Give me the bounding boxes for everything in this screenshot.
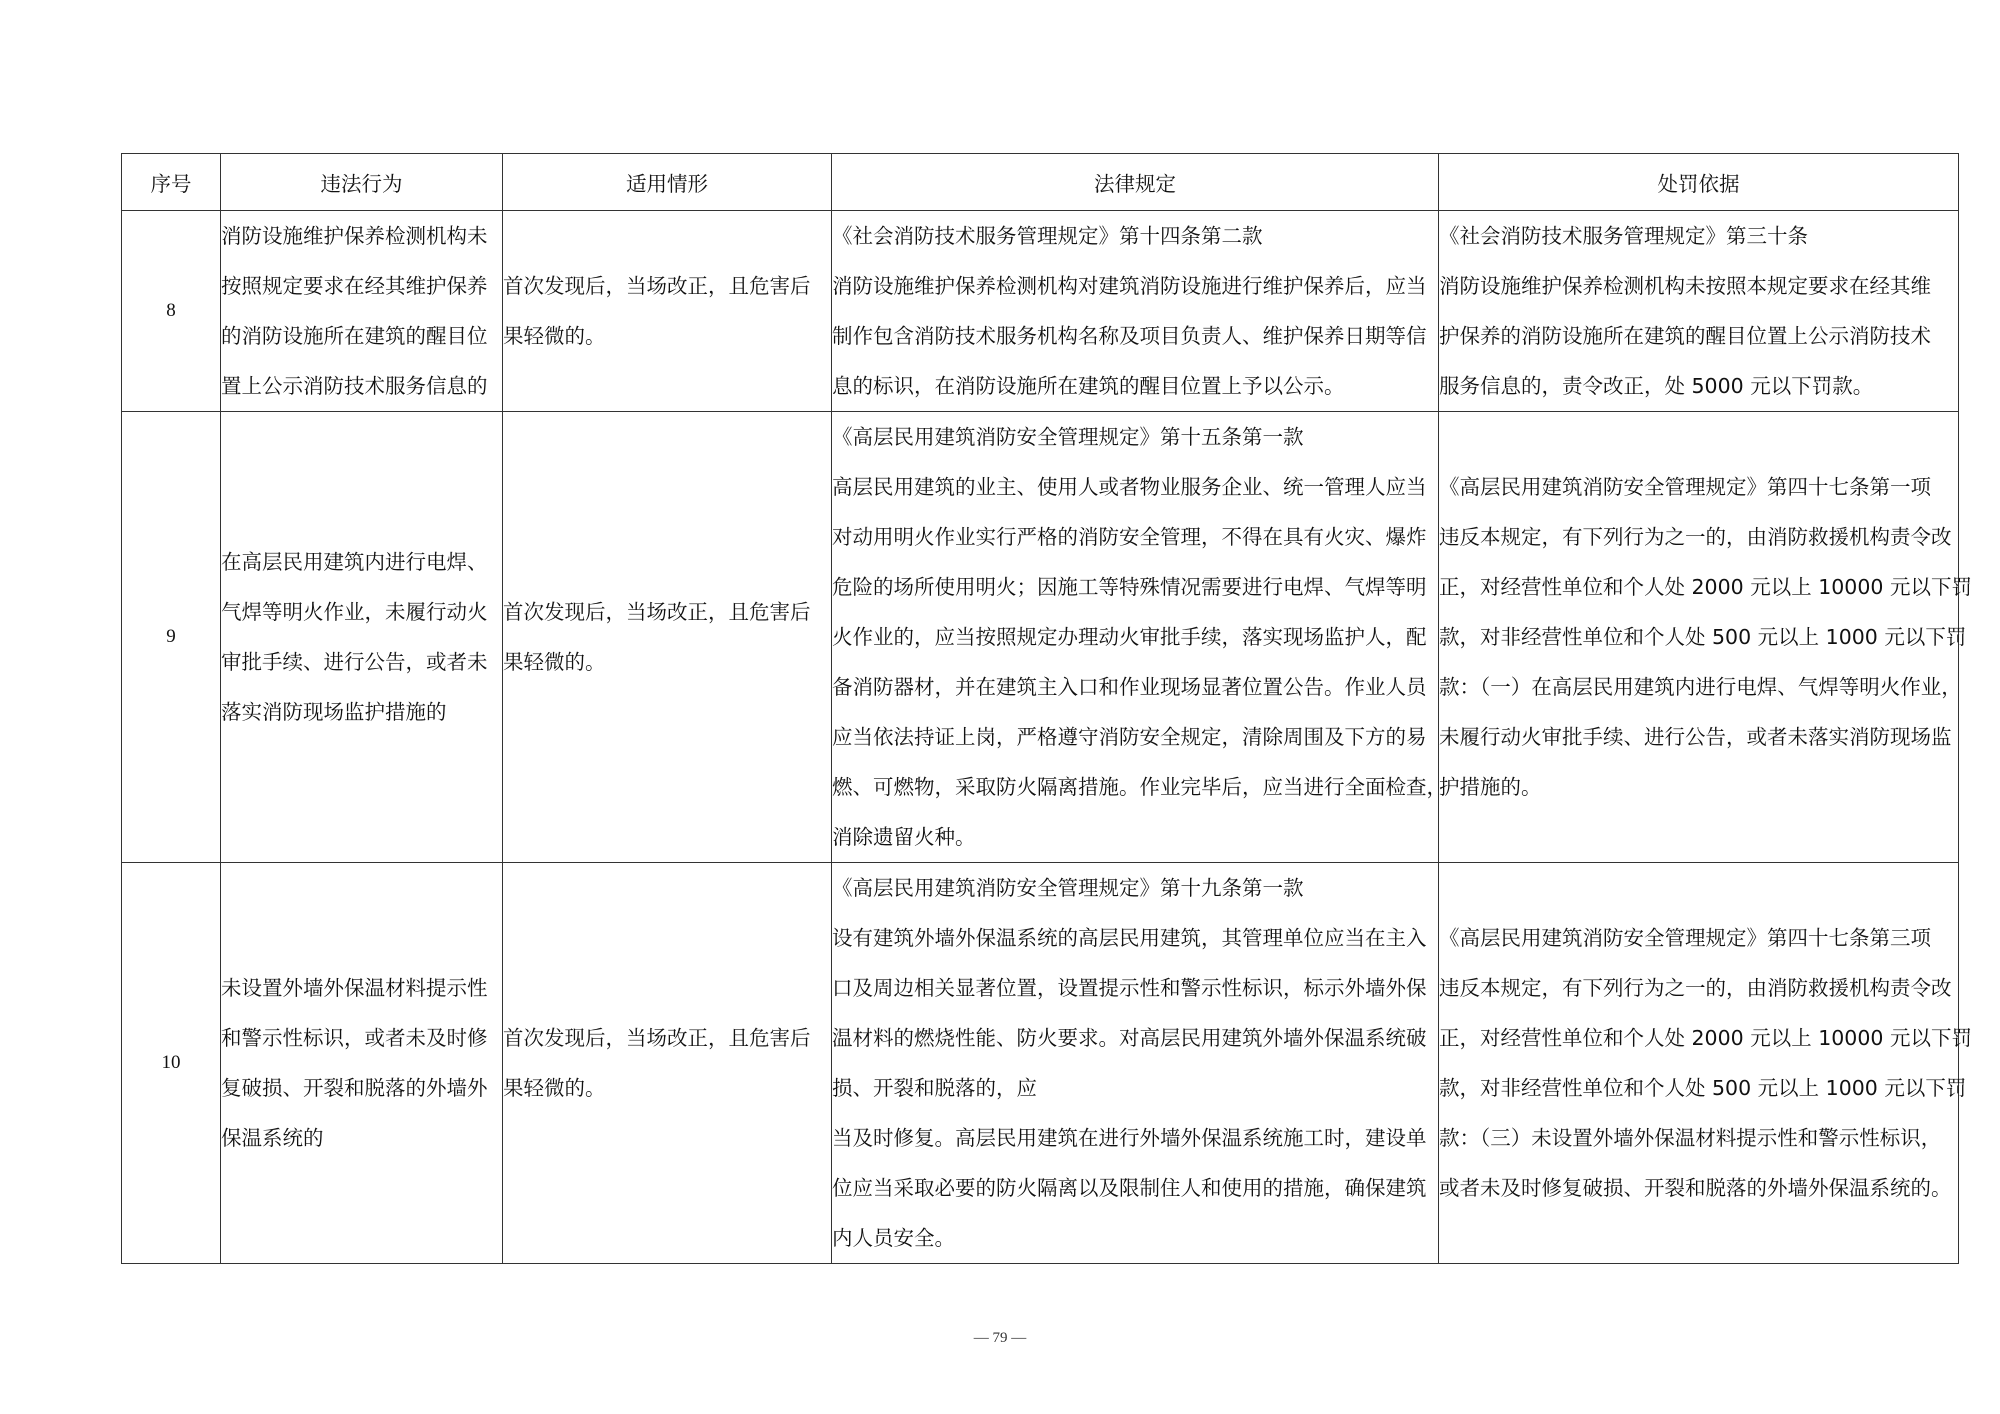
table-row [122,412,1959,863]
text-line: 制作包含消防技术服务机构名称及项目负责人、维护保养日期等信 [832,324,1427,348]
text-line: 备消防器材，并在建筑主入口和作业现场显著位置公告。作业人员 [832,675,1427,699]
text-line: 果轻微的。 [503,650,606,674]
penalty-basis-cell [1439,863,1972,1264]
text-line: 设有建筑外墙外保温系统的高层民用建筑，其管理单位应当在主入 [832,926,1427,950]
text-line: 燃、可燃物，采取防火隔离措施。作业完毕后，应当进行全面检查， [832,775,1447,799]
violation-cell [221,863,503,1264]
situation-cell [503,412,832,863]
situation-cell [503,863,832,1264]
text-line: 首次发现后，当场改正，且危害后 [503,274,811,298]
text-line: 落实消防现场监护措施的 [221,700,447,724]
penalty-basis-cell [1439,412,1972,863]
text-line: 审批手续、进行公告，或者未 [221,650,488,674]
text-line: 消防设施维护保养检测机构对建筑消防设施进行维护保养后，应当 [832,274,1427,298]
text-line: 违反本规定，有下列行为之一的，由消防救援机构责令改 [1439,976,1952,1000]
text-line: 未设置外墙外保温材料提示性 [221,976,488,1000]
situation-cell [503,211,832,412]
text-line: 气焊等明火作业，未履行动火 [221,600,488,624]
text-line: 位应当采取必要的防火隔离以及限制住人和使用的措施，确保建筑 [832,1176,1427,1200]
text-line: 款：（一）在高层民用建筑内进行电焊、气焊等明火作业， [1439,675,1962,699]
row-number: 8 [122,211,221,412]
text-line: 口及周边相关显著位置，设置提示性和警示性标识，标示外墙外保 [832,976,1427,1000]
text-line: 首次发现后，当场改正，且危害后 [503,1026,811,1050]
row-number: 9 [122,412,221,863]
text-line: 在高层民用建筑内进行电焊、 [221,550,488,574]
regulation-table [121,153,1972,1264]
text-line: 消防设施维护保养检测机构未按照本规定要求在经其维 [1439,274,1931,298]
text-line: 消防设施维护保养检测机构未 [221,224,488,248]
header-violation: 违法行为 [221,154,503,211]
text-line: 当及时修复。高层民用建筑在进行外墙外保温系统施工时，建设单 [832,1126,1427,1150]
page-number: — 79 — [973,1330,1027,1346]
law-cell [832,211,1439,412]
header-number: 序号 [122,154,221,211]
text-line: 危险的场所使用明火；因施工等特殊情况需要进行电焊、气焊等明 [832,575,1427,599]
text-line: 的消防设施所在建筑的醒目位 [221,324,488,348]
text-line: 保温系统的 [221,1126,324,1150]
law-cell [832,412,1447,863]
text-line: 服务信息的，责令改正，处 5000 元以下罚款。 [1439,374,1874,398]
text-line: 息的标识，在消防设施所在建筑的醒目位置上予以公示。 [832,374,1345,398]
text-line: 内人员安全。 [832,1226,955,1250]
text-line: 款，对非经营性单位和个人处 500 元以上 1000 元以下罚 [1439,625,1967,649]
text-line: 对动用明火作业实行严格的消防安全管理，不得在具有火灾、爆炸 [832,525,1427,549]
text-line: 果轻微的。 [503,1076,606,1100]
text-line: 护保养的消防设施所在建筑的醒目位置上公示消防技术 [1439,324,1931,348]
text-line: 果轻微的。 [503,324,606,348]
text-line: 《高层民用建筑消防安全管理规定》第十九条第一款 [832,876,1304,900]
text-line: 损、开裂和脱落的，应 [832,1076,1037,1100]
text-line: 和警示性标识，或者未及时修 [221,1026,488,1050]
text-line: 《高层民用建筑消防安全管理规定》第十五条第一款 [832,425,1304,449]
text-line: 护措施的。 [1439,775,1542,799]
text-line: 按照规定要求在经其维护保养 [221,274,488,298]
text-line: 火作业的，应当按照规定办理动火审批手续，落实现场监护人，配 [832,625,1427,649]
text-line: 《高层民用建筑消防安全管理规定》第四十七条第三项 [1439,926,1931,950]
text-line: 温材料的燃烧性能、防火要求。对高层民用建筑外墙外保温系统破 [832,1026,1427,1050]
penalty-basis-cell [1439,211,1959,412]
text-line: 款，对非经营性单位和个人处 500 元以上 1000 元以下罚 [1439,1076,1967,1100]
row-number: 10 [122,863,221,1264]
text-line: 正，对经营性单位和个人处 2000 元以上 10000 元以下罚 [1439,575,1972,599]
law-cell [832,863,1439,1264]
text-line: 违反本规定，有下列行为之一的，由消防救援机构责令改 [1439,525,1952,549]
header-law: 法律规定 [832,154,1439,211]
violation-cell [221,412,503,863]
text-line: 正，对经营性单位和个人处 2000 元以上 10000 元以下罚 [1439,1026,1972,1050]
table-header-row [122,154,1959,211]
text-line: 置上公示消防技术服务信息的 [221,374,488,398]
text-line: 未履行动火审批手续、进行公告，或者未落实消防现场监 [1439,725,1952,749]
violation-cell [221,211,503,412]
header-penalty-basis: 处罚依据 [1439,154,1959,211]
header-situation: 适用情形 [503,154,832,211]
text-line: 《社会消防技术服务管理规定》第三十条 [1439,224,1808,248]
text-line: 应当依法持证上岗，严格遵守消防安全规定，清除周围及下方的易 [832,725,1427,749]
text-line: 《社会消防技术服务管理规定》第十四条第二款 [832,224,1263,248]
text-line: 《高层民用建筑消防安全管理规定》第四十七条第一项 [1439,475,1931,499]
text-line: 高层民用建筑的业主、使用人或者物业服务企业、统一管理人应当 [832,475,1427,499]
text-line: 款：（三）未设置外墙外保温材料提示性和警示性标识， [1439,1126,1942,1150]
text-line: 消除遗留火种。 [832,825,976,849]
text-line: 复破损、开裂和脱落的外墙外 [221,1076,488,1100]
table-row [122,211,1959,412]
text-line: 或者未及时修复破损、开裂和脱落的外墙外保温系统的。 [1439,1176,1952,1200]
text-line: 首次发现后，当场改正，且危害后 [503,600,811,624]
table-row [122,863,1959,1264]
